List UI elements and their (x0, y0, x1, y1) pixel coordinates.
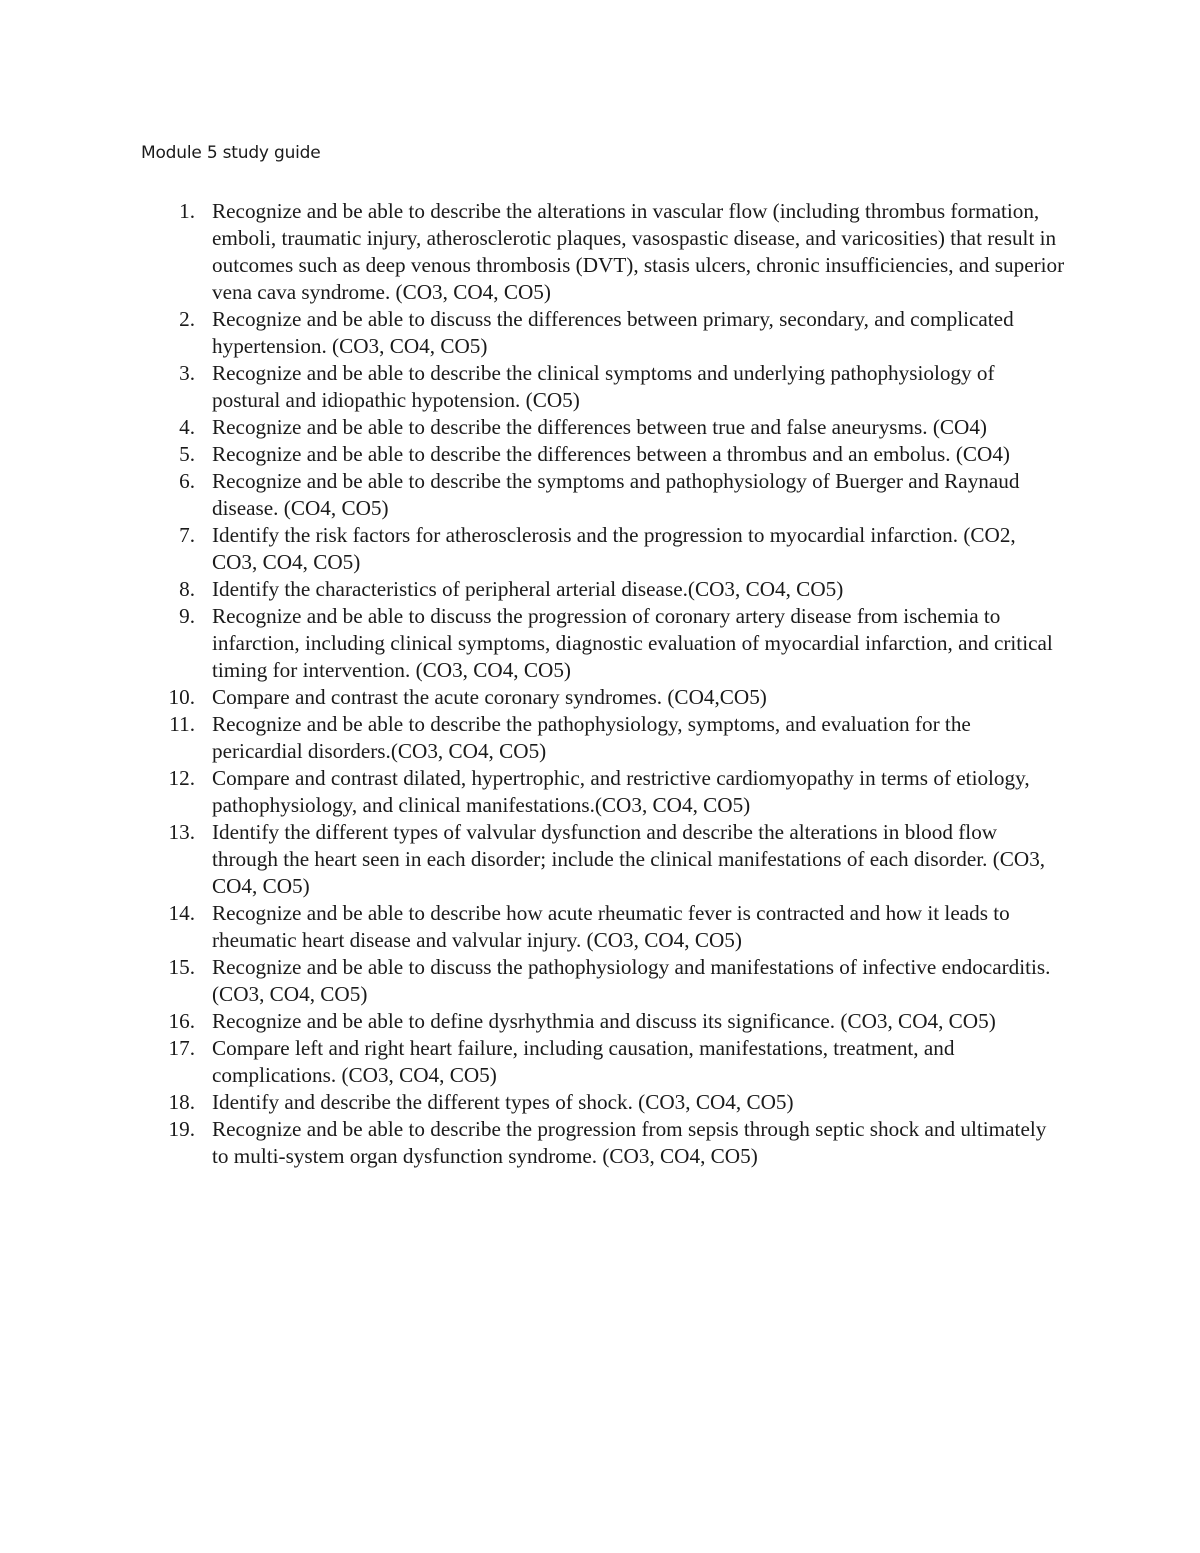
list-item-number: 2. (179, 307, 195, 331)
list-item-text: Recognize and be able to describe the differences between a thrombus and an embolus. (CO4) (212, 442, 1010, 466)
list-item-text: Recognize and be able to describe the pathophysiology, symptoms, and evaluation for the pericardial disorders.(CO3, CO4, CO5) (212, 712, 971, 763)
list-item-number: 4. (179, 415, 195, 439)
list-item-number: 16. (168, 1009, 195, 1033)
list-item (165, 360, 1065, 414)
list-item-number: 17. (168, 1036, 195, 1060)
list-item-number: 19. (168, 1117, 195, 1141)
list-item-number: 6. (179, 469, 195, 493)
list-item (165, 1116, 1065, 1170)
list-item (165, 819, 1065, 900)
list-item-text: Compare left and right heart failure, including causation, manifestations, treatment, and complications. (CO3, CO4, CO5) (212, 1036, 955, 1087)
list-item-number: 13. (168, 820, 195, 844)
list-item-text: Recognize and be able to describe the alterations in vascular flow (including thrombus formation, emboli, traumatic injury, atherosclerotic plaques, vasospastic disease, and varicosities) that result in outcomes such as deep venous thrombosis (DVT), stasis ulcers, chronic insufficiencies, and superior vena cava syndrome. (CO3, CO4, CO5) (212, 199, 1065, 304)
list-item-text: Compare and contrast dilated, hypertrophic, and restrictive cardiomyopathy in terms of etiology, pathophysiology, and clinical manifestations.(CO3, CO4, CO5) (212, 766, 1030, 817)
list-item (165, 306, 1065, 360)
list-item-number: 5. (179, 442, 195, 466)
list-item-text: Identify the risk factors for atherosclerosis and the progression to myocardial infarction. (CO2, CO3, CO4, CO5) (212, 523, 1016, 574)
list-item-number: 3. (179, 361, 195, 385)
list-item (165, 1089, 1065, 1116)
study-guide-list (165, 198, 1065, 1170)
list-item-number: 7. (179, 523, 195, 547)
list-item-number: 8. (179, 577, 195, 601)
list-item-text: Identify the characteristics of peripheral arterial disease.(CO3, CO4, CO5) (212, 577, 844, 601)
list-item (165, 711, 1065, 765)
list-item (165, 954, 1065, 1008)
list-item-number: 18. (168, 1090, 195, 1114)
list-item-text: Recognize and be able to discuss the differences between primary, secondary, and complicated hypertension. (CO3, CO4, CO5) (212, 307, 1014, 358)
list-item (165, 414, 1065, 441)
list-item (165, 468, 1065, 522)
list-item-text: Recognize and be able to describe the progression from sepsis through septic shock and ultimately to multi-system organ dysfunction syndrome. (CO3, CO4, CO5) (212, 1117, 1047, 1168)
list-item-number: 1. (179, 199, 195, 223)
list-item (165, 522, 1065, 576)
list-item (165, 603, 1065, 684)
list-item (165, 684, 1065, 711)
list-item-number: 11. (169, 712, 195, 736)
list-item-text: Compare and contrast the acute coronary syndromes. (CO4,CO5) (212, 685, 767, 709)
list-item (165, 1008, 1065, 1035)
list-item-text: Recognize and be able to discuss the pathophysiology and manifestations of infective endocarditis. (CO3, CO4, CO5) (212, 955, 1051, 1006)
list-item-text: Recognize and be able to describe the symptoms and pathophysiology of Buerger and Raynaud disease. (CO4, CO5) (212, 469, 1020, 520)
list-item (165, 1035, 1065, 1089)
list-item (165, 900, 1065, 954)
list-item-number: 14. (168, 901, 195, 925)
list-item-text: Recognize and be able to define dysrhythmia and discuss its significance. (CO3, CO4, CO5) (212, 1009, 996, 1033)
list-item-text: Identify and describe the different types of shock. (CO3, CO4, CO5) (212, 1090, 794, 1114)
list-item-text: Recognize and be able to describe the differences between true and false aneurysms. (CO4) (212, 415, 987, 439)
list-item (165, 441, 1065, 468)
list-item-number: 15. (168, 955, 195, 979)
list-item (165, 576, 1065, 603)
list-item (165, 765, 1065, 819)
page-title: Module 5 study guide (141, 143, 321, 163)
list-item-text: Recognize and be able to describe the clinical symptoms and underlying pathophysiology of postural and idiopathic hypotension. (CO5) (212, 361, 995, 412)
list-item-number: 9. (179, 604, 195, 628)
list-item-text: Recognize and be able to describe how acute rheumatic fever is contracted and how it leads to rheumatic heart disease and valvular injury. (CO3, CO4, CO5) (212, 901, 1010, 952)
list-item-text: Recognize and be able to discuss the progression of coronary artery disease from ischemia to infarction, including clinical symptoms, diagnostic evaluation of myocardial infarction, and critical timing for intervention. (CO3, CO4, CO5) (212, 604, 1053, 682)
list-item (165, 198, 1065, 306)
list-item-number: 12. (168, 766, 195, 790)
list-item-text: Identify the different types of valvular dysfunction and describe the alterations in blood flow through the heart seen in each disorder; include the clinical manifestations of each disorder. (CO3, CO4, CO5) (212, 820, 1046, 898)
list-item-number: 10. (168, 685, 195, 709)
